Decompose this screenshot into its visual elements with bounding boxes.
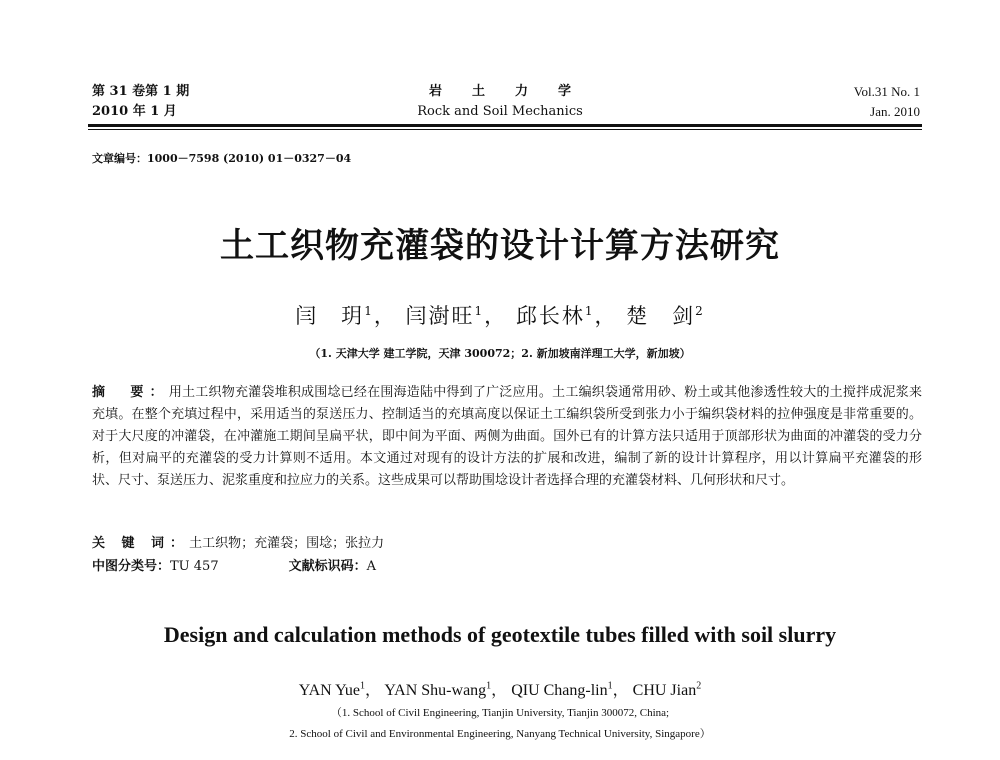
journal-name-cn: 岩土力学 [428, 84, 601, 99]
author-sup: 2 [696, 680, 702, 692]
abstract-cn [92, 382, 922, 492]
author-en: YAN Yue [298, 682, 360, 699]
author-list-en [0, 677, 1000, 700]
author-en: YAN Shu-wang [384, 682, 487, 699]
paper-title-cn: 土工织物充灌袋的设计计算方法研究 [220, 226, 780, 266]
author-sup: 1 [364, 304, 374, 318]
date-cn: 2010 年 1 月 [92, 104, 177, 119]
journal-issue-en [854, 82, 920, 122]
date-en: Jan. 2010 [870, 104, 920, 119]
classification [92, 555, 376, 574]
header-rule-thin [88, 129, 922, 130]
volume-issue-en: Vol.31 No. 1 [853, 84, 920, 99]
author-sup: 1 [486, 680, 492, 692]
article-number: 文章编号：1000－7598 (2010) 01－0327－04 [92, 152, 352, 165]
author-cn: 闫 玥 [295, 304, 365, 328]
author-sup: 1 [607, 680, 613, 692]
header-rule-thick [88, 124, 922, 127]
abstract-text: 用土工织物充灌袋堆积成围埝已经在围海造陆中得到了广泛应用。土工编织袋通常用砂、粉土或其他渗透性较大的土搅拌成泥浆来充填。在整个充填过程中，采用适当的泵送压力、控制适当的充填高度以保证土工编织袋所受到张力小于编织袋材料的拉伸强度是非常重要的。对于大尺度的冲灌袋，在冲灌施工期间呈扁平状，即中间为平面、两侧为曲面。国外已有的计算方法只适用于顶部形状为曲面的冲灌袋的受力分析，但对扁平的充灌袋的受力计算则不适用。本文通过对现有的设计方法的扩展和改进，编制了新的设计计算程序，用以计算扁平充灌袋的形状、尺寸、泵送压力、泥浆重度和拉应力的关系。这些成果可以帮助围埝设计者选择合理的充灌袋材料、几何形状和尺寸。 [92, 385, 922, 488]
keywords-label: 关 键 词： [92, 536, 190, 551]
author-sep: ， [364, 682, 381, 699]
classification-label: 中图分类号： [92, 559, 171, 574]
keywords-text: 土工织物；充灌袋；围埝；张拉力 [189, 536, 385, 551]
keywords-cn [92, 532, 384, 551]
author-sep: ， [612, 682, 629, 699]
paper-title-en: Design and calculation methods of geotextile tubes filled with soil slurry [163, 622, 837, 647]
affiliations-cn: （1. 天津大学 建工学院，天津 300072；2. 新加坡南洋理工大学，新加坡） [309, 347, 691, 360]
author-sep: ， [484, 304, 508, 328]
affiliations-en-line1: （1. School of Civil Engineering, Tianjin University, Tianjin 300072, China; [330, 707, 670, 719]
author-sup: 2 [695, 304, 705, 318]
classification-value: TU 457 [170, 559, 219, 574]
author-sep: ， [594, 304, 618, 328]
author-en: CHU Jian [632, 682, 697, 699]
author-sup: 1 [474, 304, 485, 318]
document-code-label: 文献标识码： [288, 559, 367, 574]
author-cn: 楚 剑 [626, 304, 696, 328]
author-list-cn [0, 300, 1000, 330]
affiliations-en-line2: 2. School of Civil and Environmental Engineering, Nanyang Technical University, Singapore） [289, 728, 711, 740]
author-sup: 1 [359, 680, 365, 692]
author-en: QIU Chang-lin [511, 682, 608, 699]
journal-name [0, 82, 1000, 122]
author-sep: ， [491, 682, 508, 699]
author-cn: 闫澍旺 [405, 304, 475, 328]
author-cn: 邱长林 [515, 304, 585, 328]
document-code-value: A [366, 559, 376, 574]
abstract-label: 摘 要： [92, 385, 169, 400]
volume-issue-cn: 第 31 卷第 1 期 [92, 84, 190, 99]
author-sup: 1 [584, 304, 595, 318]
author-sep: ， [373, 304, 397, 328]
journal-name-en: Rock and Soil Mechanics [417, 104, 583, 119]
